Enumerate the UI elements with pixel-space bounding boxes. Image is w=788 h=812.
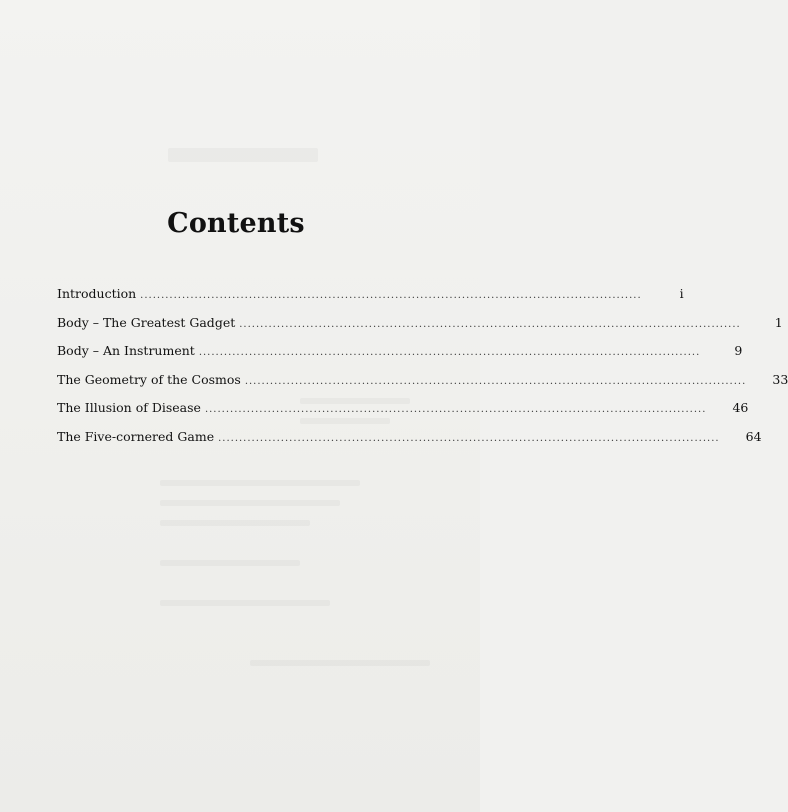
toc-entry-page: 33 [772, 371, 788, 387]
toc-entry[interactable] [57, 428, 762, 458]
show-through-text [160, 480, 360, 486]
toc-entry-page: 1 [774, 314, 783, 330]
toc-leader-dots: ........................................................................................................................ [218, 432, 720, 444]
toc-leader-dots: ........................................................................................................................ [204, 404, 707, 416]
toc-leader-dots: ........................................................................................................................ [198, 347, 701, 359]
toc-leader-dots: ........................................................................................................................ [244, 375, 747, 387]
toc-entry-page: 64 [745, 428, 762, 444]
toc-entry[interactable] [57, 400, 749, 429]
toc-entry-title: The Geometry of the Cosmos [57, 371, 241, 387]
show-through-text [160, 600, 330, 606]
toc-entry-title: The Illusion of Disease [57, 400, 201, 416]
toc-entry-page: 46 [732, 400, 749, 416]
toc-entry[interactable] [57, 286, 684, 315]
show-through-heading [168, 148, 318, 162]
toc-entry-page: 9 [734, 343, 743, 359]
table-of-contents [57, 286, 788, 458]
toc-entry-title: Body – An Instrument [57, 343, 195, 359]
show-through-text [160, 560, 300, 566]
contents-heading: Contents [167, 208, 305, 239]
toc-entry-title: Body – The Greatest Gadget [57, 314, 236, 330]
toc-entry[interactable] [57, 314, 783, 344]
toc-leader-dots: ........................................................................................................................ [140, 290, 642, 301]
toc-entry[interactable] [57, 343, 743, 372]
show-through-text [160, 500, 340, 506]
show-through-text [250, 660, 430, 666]
toc-entry[interactable] [57, 371, 788, 401]
toc-leader-dots: ........................................................................................................................ [239, 318, 741, 330]
show-through-text [160, 520, 310, 526]
toc-entry-page: i [679, 286, 684, 301]
toc-entry-title: The Five-cornered Game [57, 428, 215, 444]
toc-entry-title: Introduction [57, 286, 137, 301]
